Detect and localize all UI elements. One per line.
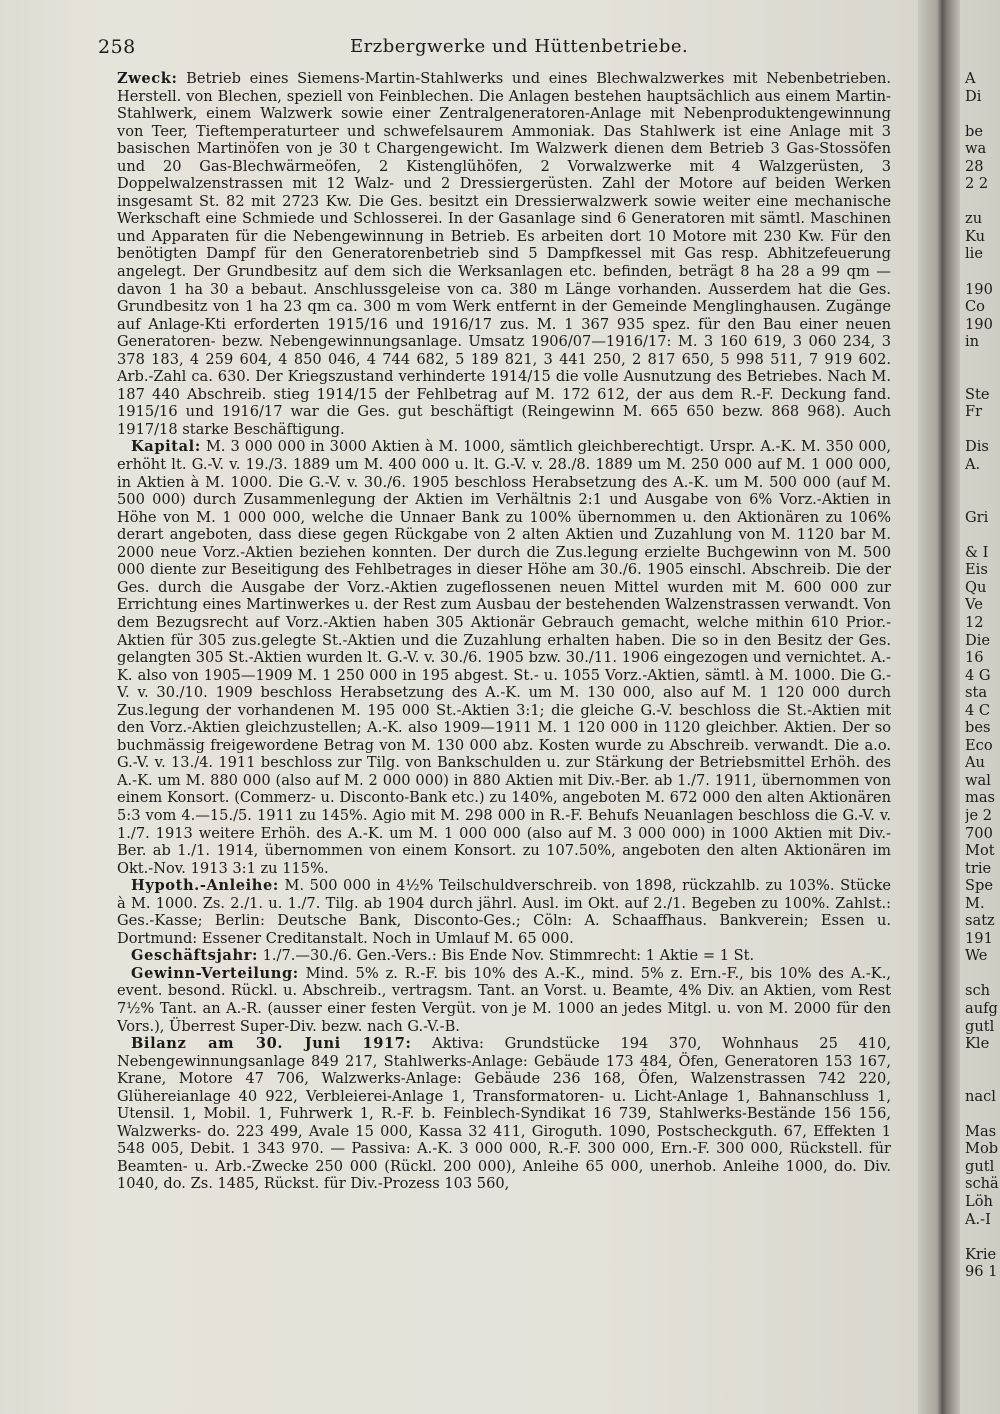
adjacent-page-fragment	[965, 368, 1000, 386]
adjacent-page-fragment	[965, 526, 1000, 544]
adjacent-page-fragment: sta	[965, 684, 988, 702]
adjacent-page-fragment	[965, 965, 1000, 983]
adjacent-page-fragment: 2 2	[965, 175, 989, 193]
section-geschaeftsjahr	[117, 947, 891, 965]
adjacent-page-fragment: Mot	[965, 842, 995, 860]
adjacent-page-fragment: Gri	[965, 508, 989, 526]
adjacent-page-fragment: M.	[965, 894, 985, 912]
adjacent-page-fragment	[965, 351, 1000, 369]
adjacent-page-fragment: Dis	[965, 438, 989, 456]
section-zweck	[117, 70, 891, 438]
adjacent-page-fragment: We	[965, 947, 988, 965]
section-label: Kapital:	[131, 438, 201, 456]
adjacent-page-fragment: A.	[965, 456, 981, 474]
adjacent-page-fragment: gutl	[965, 1157, 995, 1175]
adjacent-page-fragment: 191	[965, 929, 993, 947]
adjacent-page-fragment: 96 1	[965, 1263, 998, 1281]
adjacent-page-fragment: mas	[965, 789, 996, 807]
adjacent-page-fragment: 16	[965, 649, 984, 667]
section-text: M. 3 000 000 in 3000 Aktien à M. 1000, sämtlich gleichberechtigt. Urspr. A.-K. M. 350 000, erhöht lt. G.-V. v. 19./3. 1889 um M. 400 000 u. lt. G.-V. v. 28./8. 1889 um M. 250 000 auf M. 1 000 000, in Aktien à M. 1000. Die G.-V. v. 30./6. 1905 beschloss Herabsetzung des A.-K. um M. 500 000 (auf M. 500 000) durch Zusammenlegung der Aktien im Verhältnis 2:1 und Ausgabe von 6% Vorz.-Aktien in Höhe von M. 1 000 000, welche die Unnaer Bank zu 100% übernommen u. den Aktionären zu 106% derart angeboten, dass diese gegen Rückgabe von 2 alten Aktien und Zuzahlung von M. 1120 bar M. 2000 neue Vorz.-Aktien beziehen konnten. Der durch die Zus.legung erzielte Buchgewinn von M. 500 000 diente zur Beseitigung des Fehlbetrages in dieser Höhe am 30./6. 1905 einschl. Abschreib. Die der Ges. durch die Ausgabe der Vorz.-Aktien zugeflossenen neuen Mittel wurden mit M. 600 000 zur Errichtung eines Martinwerkes u. der Rest zum Ausbau der bestehenden Walzenstrassen verwandt. Von dem Bezugsrecht auf Vorz.-Aktien haben 305 Aktionär Gebrauch gemacht, welche mithin 610 Prior.-Aktien für 305 zus.gelegte St.-Aktien und die Zuzahlung erhalten haben. Die so in den Besitz der Ges. gelangten 305 St.-Aktien wurden lt. G.-V. v. 30./6. 1905 bzw. 30./11. 1906 eingezogen und vernichtet. A.-K. also von 1905—1909 M. 1 250 000 in 195 abgest. St.- u. 1055 Vorz.-Aktien, sämtl. à M. 1000. Die G.-V. v. 30./10. 1909 beschloss Herabsetzung des A.-K. um M. 130 000, also auf M. 1 120 000 durch Zus.legung der vorhandenen M. 195 000 St.-Aktien 3:1; die gleiche G.-V. beschloss die St.-Aktien mit den Vorz.-Aktien gleichzustellen; A.-K. also 1909—1911 M. 1 120 000 in 1120 gleichber. Aktien. Der so buchmässig freigewordene Betrag von M. 130 000 abz. Kosten wurde zu Abschreib. verwandt. Die a.o. G.-V. v. 13./4. 1911 beschloss zur Tilg. von Bankschulden u. zur Stärkung der Betriebsmittel Erhöh. des A.-K. um M. 880 000 (also auf M. 2 000 000) in 880 Aktien mit Div.-Ber. ab 1./7. 1911, übernommen von einem Konsort. (Commerz- u. Disconto-Bank etc.) zu 140%, angeboten M. 672 000 den alten Aktionären 5:3 vom 4.—15./5. 1911 zu 145%. Agio mit M. 298 000 in R.-F. Behufs Neuanlagen beschloss die G.-V. v. 1./7. 1913 weitere Erhöh. des A.-K. um M. 1 000 000 (also auf M. 3 000 000) in 1000 Aktien mit Div.-Ber. ab 1./1. 1914, übernommen von einem Konsort. zu 107.50%, angeboten den alten Aktionären im Okt.-Nov. 1913 3:1 zu 115%.	[117, 438, 891, 877]
adjacent-page-fragment: Eco	[965, 736, 993, 754]
section-text: Betrieb eines Siemens-Martin-Stahlwerks und eines Blechwalzwerkes mit Nebenbetrieben. Herstell. von Blechen, speziell von Feinblechen. Die Anlagen bestehen hauptsächlich aus einem Martin-Stahlwerk, einem Walzwerk sowie einer Zentralgeneratoren-Anlage mit Nebenproduktengewinnung von Teer, Tieftemperaturteer und schwefelsaurem Ammoniak. Das Stahlwerk ist eine Anlage mit 3 basischen Martinöfen von je 30 t Chargengewicht. Im Walzwerk dienen dem Betrieb 3 Gas-Stossöfen und 20 Gas-Blechwärmeöfen, 2 Kistenglühöfen, 2 Vorwalzwerke mit 4 Walzgerüsten, 3 Doppelwalzenstrassen mit 12 Walz- und 2 Dressiergerüsten. Zahl der Motore auf beiden Werken insgesamt St. 82 mit 2723 Kw. Die Ges. besitzt ein Dressierwalzwerk sowie weiter eine mechanische Werkschaft eine Schmiede und Schlosserei. In der Gasanlage sind 6 Generatoren mit sämtl. Maschinen und Apparaten für die Nebengewinnung in Betrieb. Es arbeiten dort 10 Motore mit 230 Kw. Für den benötigten Dampf für den Generatorenbetrieb sind 5 Dampfkessel mit Gas resp. Abhitzefeuerung angelegt. Der Grundbesitz auf dem sich die Werksanlagen etc. befinden, beträgt 8 ha 28 a 99 qm — davon 1 ha 30 a bebaut. Anschlussgeleise von ca. 380 m Länge vorhanden. Ausserdem hat die Ges. Grundbesitz von 1 ha 23 qm ca. 300 m vom Werk entfernt in der Gemeinde Menglinghausen. Zugänge auf Anlage-Kti erforderten 1915/16 und 1916/17 zus. M. 1 367 935 spez. für den Bau einer neuen Generatoren- bezw. Nebengewinnungsanlage. Umsatz 1906/07—1916/17: M. 3 160 619, 3 060 234, 3 378 183, 4 259 604, 4 850 046, 4 744 682, 5 189 821, 3 441 250, 2 817 650, 5 998 511, 7 919 602. Arb.-Zahl ca. 630. Der Kriegszustand verhinderte 1914/15 die volle Ausnutzung des Betriebes. Nach M. 187 440 Abschreib. stieg 1914/15 der Fehlbetrag auf M. 172 612, der aus dem R.-F. Deckung fand. 1915/16 und 1916/17 war die Ges. gut beschäftigt (Reingewinn M. 665 650 bezw. 868 968). Auch 1917/18 starke Beschäftigung.	[117, 70, 891, 438]
adjacent-page-fragment: trie	[965, 859, 992, 877]
adjacent-page-edge	[965, 70, 1000, 1410]
adjacent-page-fragment: & I	[965, 543, 989, 561]
adjacent-page-fragment: 190	[965, 315, 993, 333]
adjacent-page-fragment: Eis	[965, 561, 988, 579]
adjacent-page-fragment: Löh	[965, 1193, 993, 1210]
body-text	[117, 70, 891, 1400]
section-bilanz	[117, 1035, 891, 1193]
adjacent-page-fragment: sch	[965, 982, 991, 1000]
adjacent-page-fragment: Die	[965, 631, 991, 649]
adjacent-page-fragment: lie	[965, 245, 983, 263]
adjacent-page-fragment: Kle	[965, 1035, 990, 1053]
section-gewinn-verteilung	[117, 965, 891, 1035]
adjacent-page-fragment	[965, 1070, 1000, 1088]
adjacent-page-fragment: Mas	[965, 1122, 997, 1140]
adjacent-page-fragment	[965, 193, 1000, 211]
book-gutter	[918, 0, 960, 1414]
section-kapital	[117, 438, 891, 877]
adjacent-page-fragment: gutl	[965, 1017, 995, 1035]
adjacent-page-fragment	[965, 105, 1000, 123]
adjacent-page-fragment: in	[965, 333, 980, 351]
adjacent-page-fragment: Ste	[965, 385, 990, 403]
adjacent-page-fragment: Krie	[965, 1245, 997, 1263]
adjacent-page-fragment: aufg	[965, 999, 998, 1017]
section-label: Bilanz am 30. Juni 1917:	[131, 1035, 412, 1053]
section-text: M. 500 000 in 4½% Teilschuldverschreib. von 1898, rückzahlb. zu 103%. Stücke à M. 1000. Zs. 2./1. u. 1./7. Tilg. ab 1904 durch jährl. Ausl. im Okt. auf 2./1. Begeben zu 100%. Zahlst.: Ges.-Kasse; Berlin: Deutsche Bank, Disconto-Ges.; Cöln: A. Schaaffhaus. Bankverein; Essen u. Dortmund: Essener Creditanstalt. Noch in Umlauf M. 65 000.	[117, 877, 891, 947]
section-label: Zweck:	[117, 70, 178, 87]
adjacent-page-fragment: Ku	[965, 227, 985, 245]
section-label: Hypoth.-Anleihe:	[131, 877, 279, 895]
page-number: 258	[98, 36, 136, 58]
section-text: Mind. 5% z. R.-F. bis 10% des A.-K., mind. 5% z. Ern.-F., bis 10% des A.-K., event. besond. Rückl. u. Abschreib., vertragsm. Tant. an Vorst. u. Beamte, 4% Div. an Aktien, vom Rest 7½% Tant. an A.-R. (ausser einer festen Vergüt. von je M. 1000 an jedes Mitgl. u. von M. 2000 für den Vors.), Überrest Super-Div. bezw. nach G.-V.-B.	[117, 964, 891, 1035]
adjacent-page-fragment: schä	[965, 1175, 999, 1193]
adjacent-page-fragment: je 2	[965, 806, 993, 824]
adjacent-page-fragment: 4 C	[965, 701, 991, 719]
adjacent-page-fragment	[965, 1228, 1000, 1246]
adjacent-page-fragment: 12	[965, 613, 984, 631]
adjacent-page-fragment: Fr	[965, 403, 983, 421]
adjacent-page-fragment: Qu	[965, 578, 987, 596]
adjacent-page-fragment	[965, 474, 1000, 492]
adjacent-page-fragment: zu	[965, 210, 983, 228]
adjacent-page-fragment: A.-I	[965, 1210, 991, 1228]
adjacent-page-fragment: 4 G	[965, 666, 991, 684]
adjacent-page-fragment: Mob	[965, 1140, 999, 1158]
adjacent-page-fragment	[965, 491, 1000, 509]
adjacent-page-fragment: nacl	[965, 1087, 996, 1105]
section-hypoth-anleihe	[117, 877, 891, 947]
adjacent-page-fragment: A	[965, 70, 976, 87]
section-label: Geschäftsjahr:	[131, 947, 258, 965]
adjacent-page-fragment	[965, 1053, 1000, 1071]
adjacent-page-fragment	[965, 421, 1000, 439]
adjacent-page-fragment	[965, 263, 1000, 281]
adjacent-page-fragment: 700	[965, 824, 993, 842]
adjacent-page-fragment: Co	[965, 298, 985, 316]
adjacent-page-fragment: 28	[965, 157, 984, 175]
section-text: Aktiva: Grundstücke 194 370, Wohnhaus 25 410, Nebengewinnungsanlage 849 217, Stahlwerks-Anlage: Gebäude 173 484, Öfen, Generatoren 153 167, Krane, Motore 47 706, Walzwerks-Anlage: Gebäude 236 168, Öfen, Walzenstrassen 742 220, Glühereianlage 40 922, Verbleierei-Anlage 1, Transformatoren- u. Licht-Anlage 1, Bahnanschluss 1, Utensil. 1, Mobil. 1, Fuhrwerk 1, R.-F. b. Feinblech-Syndikat 16 739, Stahlwerks-Bestände 156 156, Walzwerks- do. 223 499, Avale 15 000, Kassa 32 411, Giroguth. 1090, Postscheckguth. 67, Effekten 1 548 005, Debit. 1 343 970. — Passiva: A.-K. 3 000 000, R.-F. 300 000, Ern.-F. 300 000, Rückstell. für Beamten- u. Arb.-Zwecke 250 000 (Rückl. 200 000), Anleihe 65 000, unerhob. Anleihe 1000, do. Div. 1040, do. Zs. 1485, Rückst. für Div.-Prozess 103 560,	[117, 1035, 891, 1193]
adjacent-page-fragment: Ve	[965, 596, 983, 614]
running-head: Erzbergwerke und Hüttenbetriebe.	[350, 36, 689, 57]
section-text: 1./7.—30./6. Gen.-Vers.: Bis Ende Nov. Stimmrecht: 1 Aktie = 1 St.	[262, 947, 755, 965]
adjacent-page-fragment: wal	[965, 771, 991, 789]
adjacent-page-fragment: Spe	[965, 877, 993, 895]
adjacent-page-fragment: 190	[965, 280, 993, 298]
adjacent-page-fragment: be	[965, 122, 983, 140]
adjacent-page-fragment	[965, 1105, 1000, 1123]
adjacent-page-fragment: wa	[965, 140, 987, 158]
section-label: Gewinn-Verteilung:	[131, 964, 299, 982]
adjacent-page-fragment: bes	[965, 719, 991, 737]
page-header	[98, 36, 898, 66]
adjacent-page-fragment: Au	[965, 754, 985, 772]
adjacent-page-fragment: Di	[965, 87, 982, 105]
adjacent-page-fragment: satz	[965, 912, 995, 930]
